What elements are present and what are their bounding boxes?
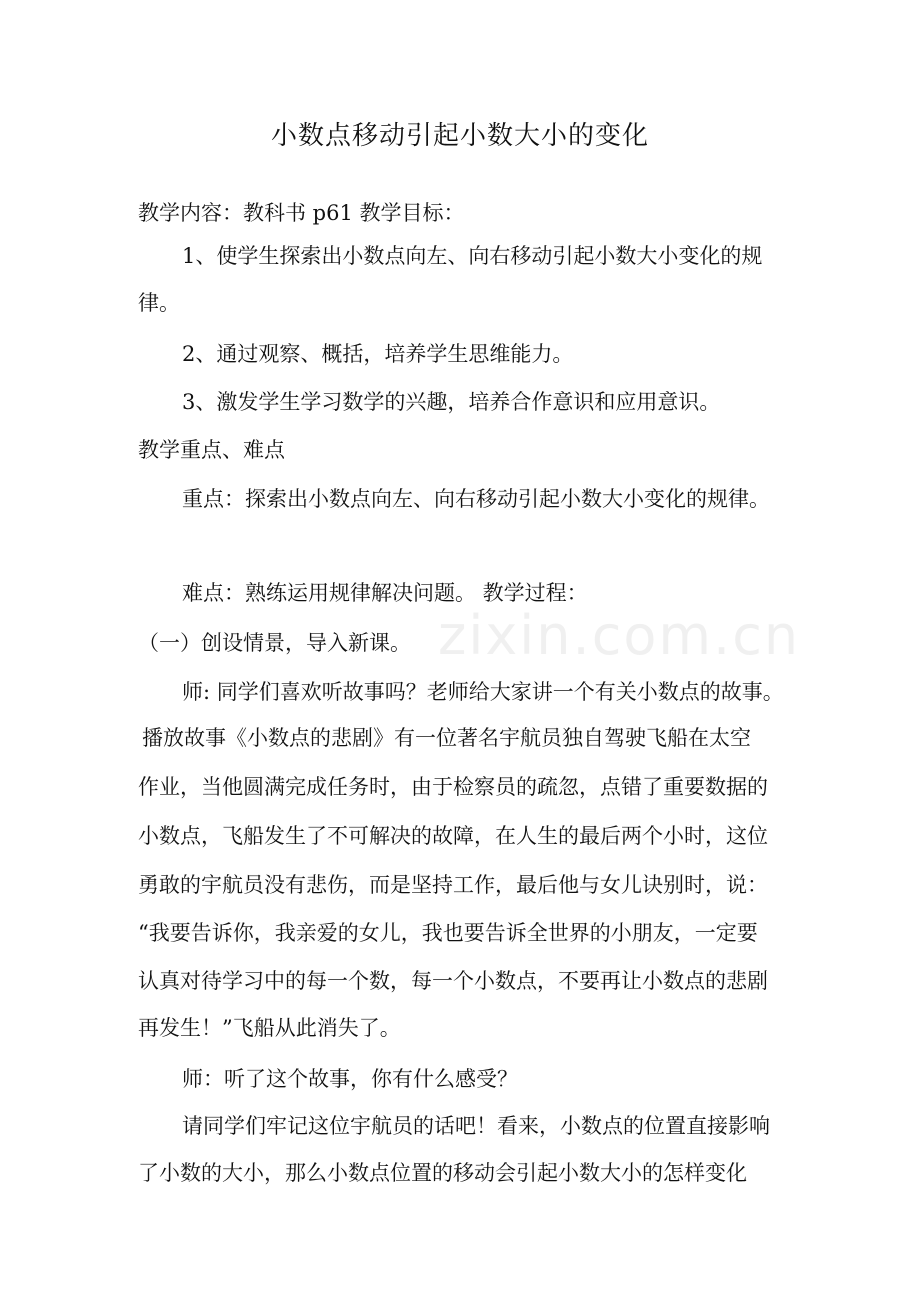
story-line-3: 小数点，飞船发生了不可解决的故障，在人生的最后两个小时，这位 [138, 824, 768, 848]
story-line-2: 作业，当他圆满完成任务时，由于检察员的疏忽，点错了重要数据的 [138, 775, 768, 799]
story-line-4: 勇敢的宇航员没有悲伤，而是坚持工作，最后他与女儿诀别时，说： [138, 873, 768, 897]
difficult-point-line: 难点：熟练运用规律解决问题。 教学过程： [182, 581, 588, 605]
objective-1-continuation: 律。 [138, 291, 180, 315]
story-line-7: 再发生！”飞船从此消失了。 [138, 1016, 401, 1040]
teacher-line-2: 师：听了这个故事，你有什么感受？ [182, 1067, 518, 1091]
story-line-1: 播放故事《小数点的悲剧》有一位著名宇航员独自驾驶飞船在太空 [142, 726, 751, 750]
objective-1-line: 1、使学生探索出小数点向左、向右移动引起小数大小变化的规 [182, 244, 763, 268]
conclusion-line-2: 了小数的大小，那么小数点位置的移动会引起小数大小的怎样变化 [138, 1161, 747, 1185]
key-point-line: 重点：探索出小数点向左、向右移动引起小数大小变化的规律。 [182, 487, 770, 511]
objective-2-line: 2、通过观察、概括，培养学生思维能力。 [182, 342, 574, 366]
section-1-heading: （一）创设情景，导入新课。 [138, 631, 411, 655]
story-line-6: 认真对待学习中的每一个数，每一个小数点，不要再让小数点的悲剧 [138, 969, 768, 993]
story-line-5: “我要告诉你，我亲爱的女儿，我也要告诉全世界的小朋友，一定要 [138, 921, 758, 945]
document-title: 小数点移动引起小数大小的变化 [270, 121, 649, 151]
teacher-line-1: 师: 同学们喜欢听故事吗？老师给大家讲一个有关小数点的故事。 [182, 680, 784, 704]
objective-3-line: 3、激发学生学习数学的兴趣，培养合作意识和应用意识。 [182, 390, 721, 414]
watermark: zixin.com.cn [438, 604, 801, 667]
key-points-heading: 教学重点、难点 [138, 438, 285, 462]
teaching-content-line: 教学内容：教科书 p61 教学目标： [138, 201, 465, 225]
conclusion-line-1: 请同学们牢记这位宇航员的话吧！看来，小数点的位置直接影响 [182, 1114, 770, 1138]
